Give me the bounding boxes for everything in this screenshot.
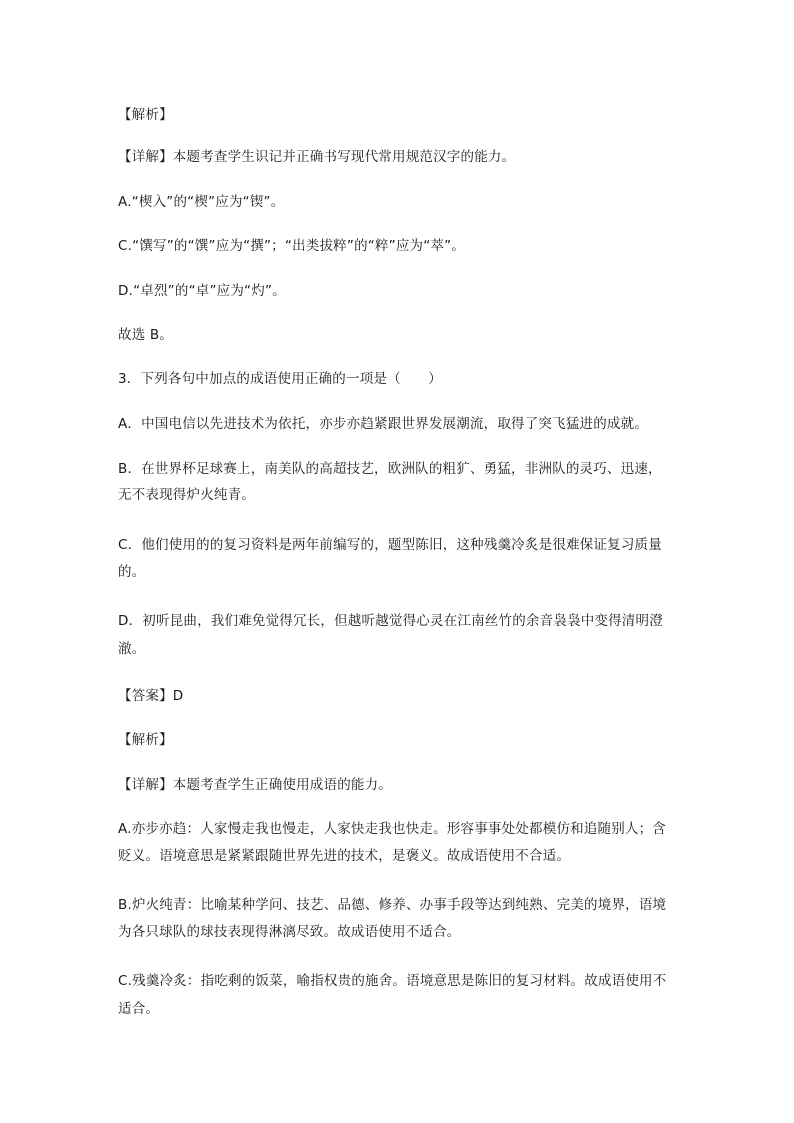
question-3-option-d-line-1: D．初听昆曲，我们难免觉得冗长，但越听越觉得心灵在江南丝竹的余音袅袅中变得清明澄 [118,613,663,629]
explanation-a-line-2: 贬义。语境意思是紧紧跟随世界先进的技术，是褒义。故成语使用不合适。 [118,848,571,864]
question-3-option-b-line-1: B．在世界杯足球赛上，南美队的高超技艺，欧洲队的粗犷、勇猛，非洲队的灵巧、迅速， [118,461,662,477]
question-3-option-d-line-2: 澈。 [118,641,146,657]
detail-text-1: 【详解】本题考查学生识记并正确书写现代常用规范汉字的能力。 [118,149,516,165]
correction-option-d: D.“卓烈”的“卓”应为“灼”。 [118,283,286,299]
question-3-option-c-line-1: C．他们使用的的复习资料是两年前编写的，题型陈旧，这种残羹冷炙是很难保证复习质量 [118,537,662,553]
explanation-b-line-1: B.炉火纯青：比喻某种学问、技艺、品德、修养、办事手段等达到纯熟、完美的境界，语境 [118,897,667,913]
correction-option-a: A.“楔入”的“楔”应为“锲”。 [118,194,285,210]
correction-option-c: C.“馔写”的“馔”应为“撰”；“出类拔粹”的“粹”应为“萃”。 [118,238,466,254]
analysis-heading-2: 【解析】 [118,732,173,748]
question-3-option-b-line-2: 无不表现得炉火纯青。 [118,487,255,503]
question-3-stem: 3．下列各句中加点的成语使用正确的一项是（ ） [118,371,442,387]
answer-choice-1: 故选 B。 [118,327,174,343]
explanation-b-line-2: 为各只球队的球技表现得淋漓尽致。故成语使用不适合。 [118,924,461,940]
detail-text-2: 【详解】本题考查学生正确使用成语的能力。 [118,777,392,793]
answer-label: 【答案】D [118,688,184,704]
explanation-a-line-1: A.亦步亦趋：人家慢走我也慢走，人家快走我也快走。形容事事处处都模仿和追随别人；含 [118,821,666,837]
explanation-c-line-1: C.残羹冷炙：指吃剩的饭菜，喻指权贵的施舍。语境意思是陈旧的复习材料。故成语使用不 [118,973,667,989]
question-3-option-c-line-2: 的。 [118,564,146,580]
explanation-c-line-2: 适合。 [118,1001,160,1017]
analysis-heading-1: 【解析】 [118,107,173,123]
question-3-option-a: A．中国电信以先进技术为依托，亦步亦趋紧跟世界发展潮流，取得了突飞猛进的成就。 [118,416,649,432]
